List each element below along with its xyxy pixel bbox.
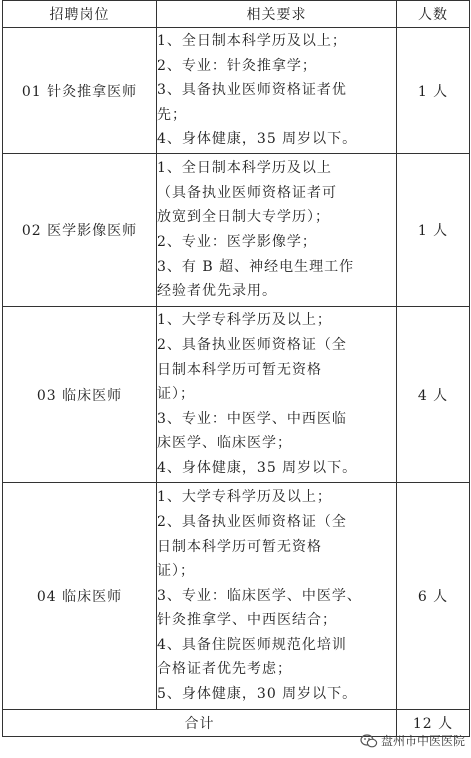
requirement-line: 3、专业：临床医学、中医学、 [157,587,362,604]
count-cell: 4 人 [397,307,470,483]
requirements-cell [157,28,397,154]
requirement-line: 1、全日制本科学历及以上 [157,160,332,177]
requirement-line: 5、身体健康，30 周岁以下。 [157,686,358,703]
table-row [3,154,470,307]
requirement-line: 经验者优先录用。 [157,283,277,300]
table-row [3,28,470,154]
source-watermark [360,732,465,749]
requirement-line: 1、大学专科学历及以上； [157,489,332,506]
requirement-line: 2、具备执业医师资格证（全 [157,337,347,354]
position-cell: 02 医学影像医师 [3,154,157,307]
header-count: 人数 [397,1,470,28]
header-position: 招聘岗位 [3,1,157,28]
wechat-icon [360,734,378,748]
count-cell: 1 人 [397,154,470,307]
requirement-line: 1、全日制本科学历及以上； [157,33,347,50]
requirements-cell [157,154,397,307]
header-requirements: 相关要求 [157,1,397,28]
requirements-cell [157,483,397,710]
requirement-line: 3、具备执业医师资格证者优 [157,82,347,99]
requirement-line: 针灸推拿学、中西医结合； [157,612,337,629]
recruitment-table [2,0,470,737]
requirement-line: 证）； [157,563,195,580]
position-cell: 01 针灸推拿医师 [3,28,157,154]
total-count: 12 人 [397,710,470,737]
requirement-line: 床医学、临床医学； [157,435,292,452]
requirement-line: 放宽到全日制大专学历）； [157,209,330,226]
table-header-row [3,1,470,28]
requirement-line: 2、专业：针灸推拿学； [157,57,317,74]
requirement-line: 证）； [157,386,195,403]
table-row [3,307,470,483]
requirement-line: （具备执业医师资格证者可 [157,184,337,201]
watermark-text: 盘州市中医医院 [380,734,465,748]
requirement-line: 4、具备住院医师规范化培训 [157,636,347,653]
count-cell: 6 人 [397,483,470,710]
requirement-line: 1、大学专科学历及以上； [157,312,332,329]
requirement-line: 4、身体健康，35 周岁以下。 [157,459,358,476]
requirement-line: 日制本科学历可暂无资格 [157,361,322,378]
position-cell: 03 临床医师 [3,307,157,483]
requirement-line: 3、专业：中医学、中西医临 [157,410,347,427]
requirement-line: 4、身体健康，35 周岁以下。 [157,131,358,148]
requirement-line: 先； [157,106,187,123]
requirement-line: 3、有 B 超、神经电生理工作 [157,258,355,275]
count-cell: 1 人 [397,28,470,154]
position-cell: 04 临床医师 [3,483,157,710]
requirement-line: 2、具备执业医师资格证（全 [157,513,347,530]
requirement-line: 合格证者优先考虑； [157,661,292,678]
total-label: 合计 [3,710,397,737]
requirement-line: 2、专业：医学影像学； [157,234,317,250]
requirements-cell [157,307,397,483]
requirement-line: 日制本科学历可暂无资格 [157,538,322,555]
table-row [3,483,470,710]
